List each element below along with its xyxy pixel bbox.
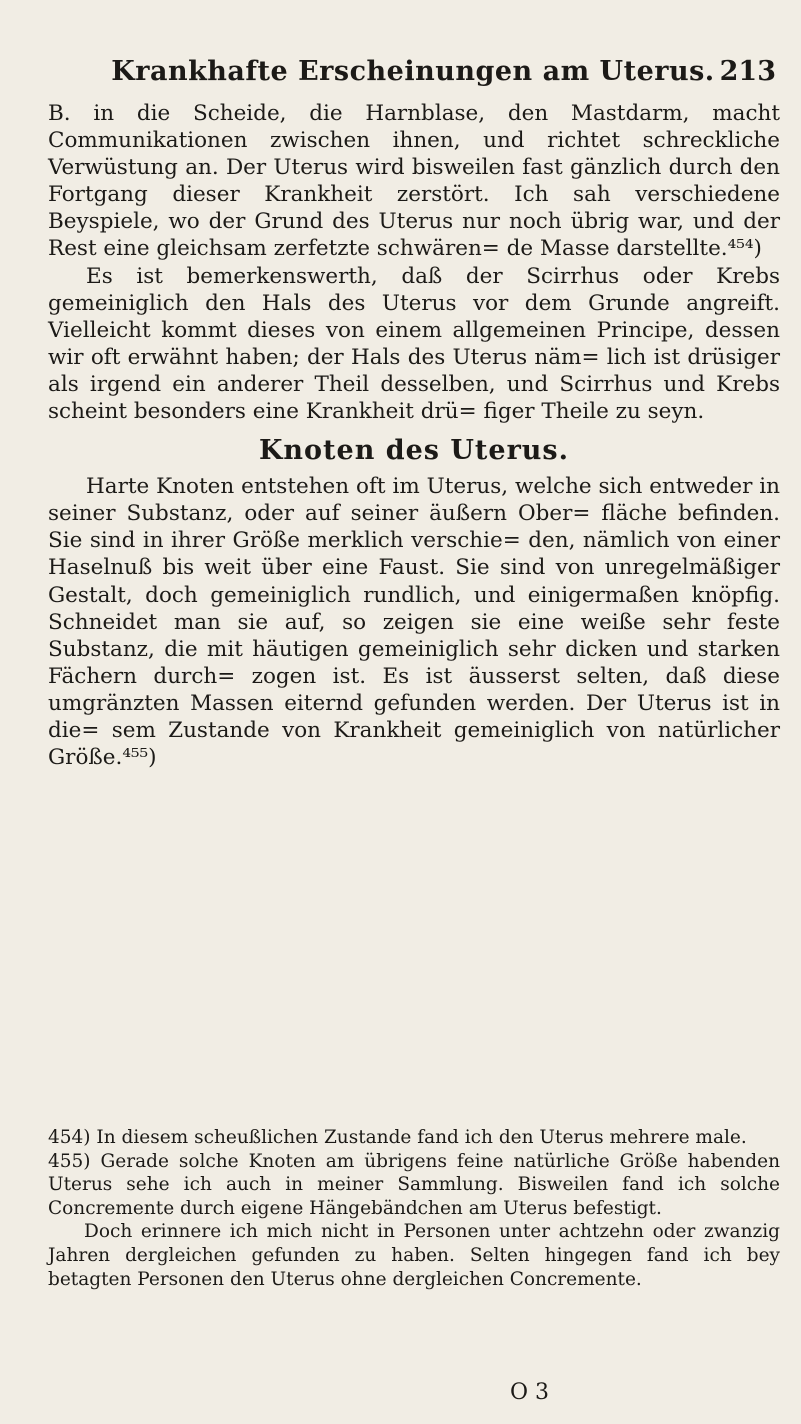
footnote-455-continuation: Doch erinnere ich mich nicht in Personen unter achtzehn oder zwanzig Jahren dergleichen gefunden zu haben. Selten hingegen fand ich bey betagten Personen den Uterus ohne dergleichen Concremente. [48,1221,780,1290]
footnote-number: 455) [48,1150,91,1172]
section-paragraph: Harte Knoten entstehen oft im Uterus, welche sich entweder in seiner Substanz, oder auf seiner äußern Ober= fläche befinden. Sie sind in ihrer Größe merklich verschie= den, nämlich von einer Haselnuß bis weit über eine Faust. Sie sind von unregelmäßiger Gestalt, doch gemeiniglich rundlich, und einigermaßen knöpfig. Schneidet man sie auf, so zeigen sie eine weiße sehr feste Substanz, die mit häutigen gemeiniglich sehr dicken und starken Fächern durch= zogen ist. Es ist äusserst selten, daß diese umgränzten Massen eiternd gefunden werden. Der Uterus ist in die= sem Zustande von Krankheit gemeiniglich von natürlicher Größe.⁴⁵⁵) [48,474,780,771]
footnotes [48,1126,780,1291]
footnote-455 [48,1150,780,1221]
paragraph-1: B. in die Scheide, die Harnblase, den Mastdarm, macht Communikationen zwischen ihnen, und richtet schreckliche Verwüstung an. Der Uterus wird bisweilen fast gänzlich durch den Fortgang dieser Krankheit zerstört. Ich sah verschiedene Beyspiele, wo der Grund des Uterus nur noch übrig war, und der Rest eine gleichsam zerfetzte schwären= de Masse darstellte.⁴⁵⁴) [48,101,780,262]
page-number: 213 [719,56,776,87]
page-header [48,56,778,96]
main-text [48,100,780,771]
section-heading: Knoten des Uterus. [258,435,570,467]
footnote-454 [48,1126,780,1150]
paragraph-2: Es ist bemerkenswerth, daß der Scirrhus oder Krebs gemeiniglich den Hals des Uterus vor dem Grunde angreift. Vielleicht kommt dieses von einem allgemeinen Principe, dessen wir oft erwähnt haben; der Hals des Uterus näm= lich ist drüsiger als irgend ein anderer Theil desselben, und Scirrhus und Krebs scheint besonders eine Krankheit drü= figer Theile zu seyn. [48,263,780,425]
signature-mark: O 3 [510,1380,550,1405]
footnote-text: In diesem scheußlichen Zustande fand ich den Uterus mehrere male. [96,1127,747,1148]
running-title: Krankhafte Erscheinungen am Uterus. [111,56,715,87]
footnote-text: Gerade solche Knoten am übrigens feine natürliche Größe habenden Uterus sehe ich auch in meiner Sammlung. Bisweilen fand ich solche Concremente durch eigene Hängebändchen am Uterus befestigt. [48,1150,780,1219]
footnote-number: 454) [48,1127,91,1148]
